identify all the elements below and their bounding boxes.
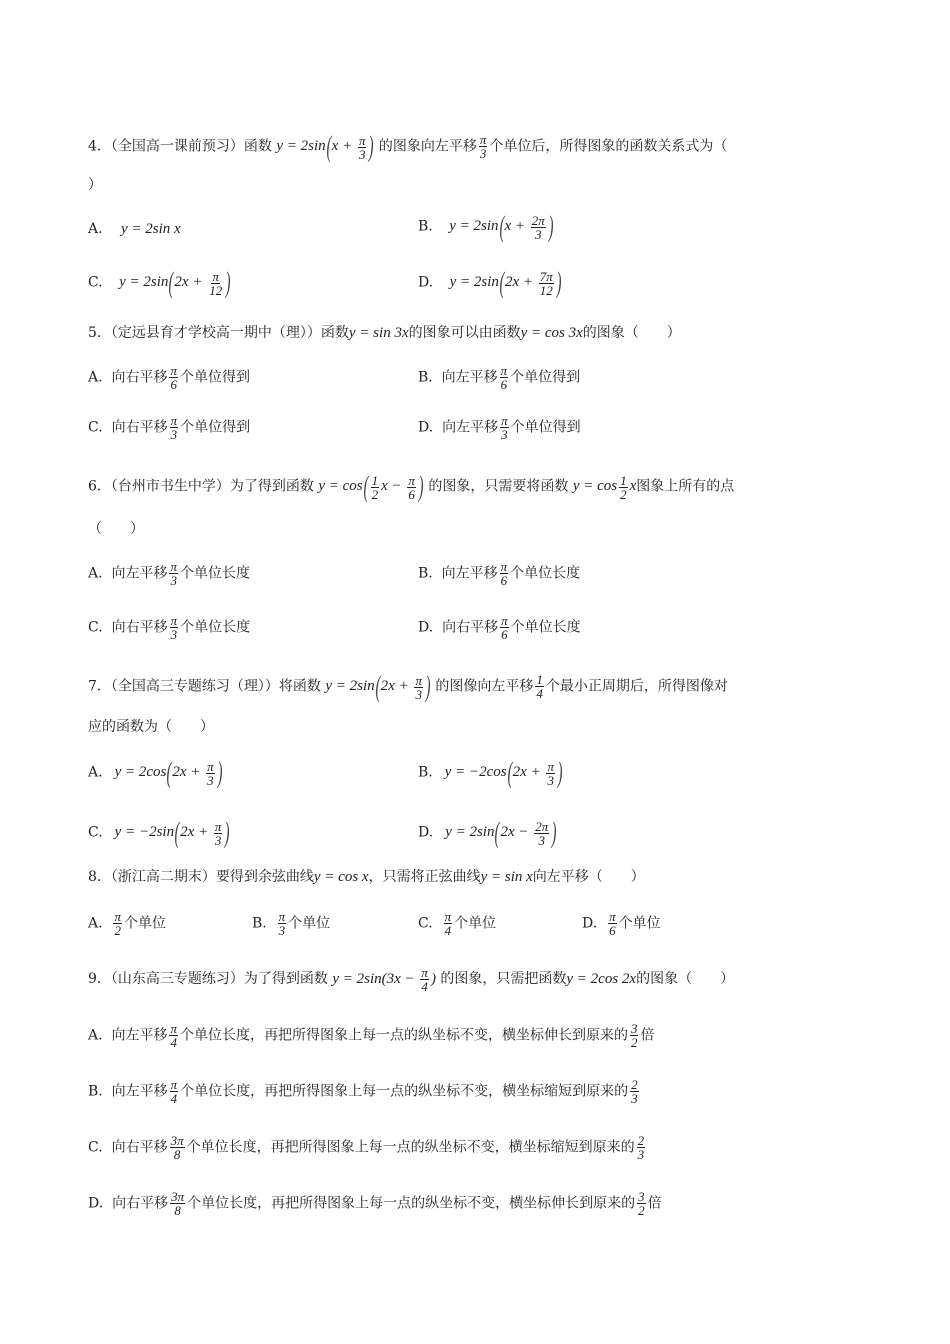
q5-f1: y = sin 3x	[348, 325, 409, 341]
q5-option-c-pre: 向右平移	[111, 419, 168, 436]
q9-option-a-post: 个单位长度，再把所得图象上每一点的纵坐标不变，横坐标伸长到原来的	[179, 1027, 628, 1044]
q7-option-b-formula: y = −2cos(2x + $\frac{\pi}{3}$ )	[444, 756, 563, 789]
q6-stem-line	[88, 472, 734, 502]
q7-option-a-formula: y = 2cos(2x + $\frac{\pi}{3}$ )	[114, 756, 223, 789]
q9-option-a-frac: $\frac{\pi}{4}$	[170, 1021, 177, 1050]
q4-option-b-label: B.	[418, 218, 433, 235]
q7-mid: 的图像向左平移	[435, 678, 534, 695]
q6-option-a[interactable]	[88, 560, 250, 587]
q5-option-a-frac: $\frac{\pi}{6}$	[170, 363, 177, 392]
q5-option-c-post: 个单位得到	[180, 419, 251, 436]
q9-option-c-frac2: $\frac{2}{3}$	[637, 1133, 645, 1162]
q7-option-c[interactable]	[88, 818, 230, 848]
q9-stem-line	[88, 966, 734, 993]
q7-option-c-formula: y = −2sin(2x + $\frac{\pi}{3}$ )	[114, 816, 230, 849]
q6-option-d-label: D.	[418, 619, 434, 636]
q4-option-d-formula: y = 2sin(2x + $\frac{7\pi}{12}$ )	[449, 266, 562, 299]
q9-option-b[interactable]	[88, 1078, 641, 1105]
q8-option-b-post: 个单位	[288, 915, 331, 932]
q5-option-b-pre: 向左平移	[441, 369, 498, 386]
q6-option-b-frac: $\frac{\pi}{6}$	[500, 559, 508, 588]
q6-option-b[interactable]	[418, 560, 580, 587]
q8-option-a-label: A.	[88, 915, 103, 932]
q5-stem: 5．（定远县育才学校高一期中（理））函数	[88, 325, 349, 341]
q8-option-d-label: D.	[582, 915, 598, 932]
q4-after2: 个单位后，所得图象的函数关系式为（	[489, 138, 728, 155]
q5-mid: 的图象可以由函数	[408, 325, 521, 341]
q9-tail: 的图象（ ）	[636, 970, 735, 987]
q9-option-b-frac: $\frac{\pi}{4}$	[170, 1077, 178, 1106]
q9-option-d-pre: 向右平移	[112, 1195, 169, 1212]
q9-mid: 的图象，只需把函数	[440, 970, 567, 987]
q5-option-d[interactable]	[418, 414, 581, 441]
q6-option-a-label: A.	[88, 565, 103, 582]
q6-option-b-label: B.	[418, 565, 433, 582]
q9-option-d-frac: $\frac{3\pi}{8}$	[171, 1189, 185, 1218]
q6-option-b-post: 个单位长度	[510, 565, 581, 582]
q6-option-c-frac: $\frac{\pi}{3}$	[170, 613, 178, 642]
q8-option-d-frac: $\frac{\pi}{6}$	[609, 909, 616, 938]
q9-option-a-frac2: $\frac{3}{2}$	[630, 1021, 638, 1050]
q6-option-d[interactable]	[418, 614, 581, 641]
q8-option-b[interactable]	[252, 910, 330, 937]
q8-f2: y = sin x	[480, 869, 533, 885]
q9-f2: y = 2cos 2x	[566, 970, 637, 987]
q6-option-c[interactable]	[88, 614, 250, 641]
q5-option-a-post: 个单位得到	[179, 369, 250, 386]
q9-option-c-frac: $\frac{3\pi}{8}$	[170, 1133, 184, 1162]
q6-f1: y = cos( $\frac{1}{2}$ x − $\frac{\pi}{6}$ )	[318, 470, 424, 503]
q9-option-d-frac2: $\frac{3}{2}$	[638, 1189, 645, 1218]
q9-option-d-label: D.	[88, 1195, 104, 1212]
q9-option-a-end: 倍	[640, 1027, 655, 1044]
q4-after: 的图象向左平移	[378, 138, 477, 155]
q4-option-d[interactable]	[418, 268, 562, 298]
q7-tail: 个最小正周期后，所得图像对	[545, 678, 728, 695]
q6-mid: 的图象，只需要将函数	[428, 478, 569, 495]
q8-stem-line	[88, 866, 645, 888]
q6-option-c-label: C.	[88, 619, 103, 636]
q6-option-c-post: 个单位长度	[180, 619, 251, 636]
q5-option-a-label: A.	[88, 369, 103, 386]
q6-option-d-post: 个单位长度	[510, 619, 581, 636]
q8-option-c-frac: $\frac{\pi}{4}$	[444, 909, 452, 938]
q9-option-b-pre: 向左平移	[111, 1083, 168, 1100]
q9-option-c-label: C.	[88, 1139, 103, 1156]
q5-option-c-label: C.	[88, 419, 103, 436]
q5-f2: y = cos 3x	[520, 325, 583, 341]
q9-option-a-label: A.	[88, 1027, 103, 1044]
q6-stem: 6．（台州市书生中学）为了得到函数	[88, 478, 314, 495]
q9-option-b-frac2: $\frac{2}{3}$	[631, 1077, 638, 1106]
q7-option-b[interactable]	[418, 758, 563, 788]
q6-option-a-post: 个单位长度	[179, 565, 250, 582]
q6-option-d-frac: $\frac{\pi}{6}$	[501, 613, 508, 642]
q9-option-c[interactable]	[88, 1134, 647, 1161]
q5-option-a[interactable]	[88, 364, 250, 391]
q9-option-b-label: B.	[88, 1083, 103, 1100]
q9-option-c-post: 个单位长度，再把所得图象上每一点的纵坐标不变，横坐标缩短到原来的	[186, 1139, 635, 1156]
q7-line2: 应的函数为（ ）	[88, 719, 214, 735]
q7-option-a[interactable]	[88, 758, 223, 788]
q4-close: ）	[88, 177, 102, 193]
q4-option-c-label: C.	[88, 274, 103, 291]
q9-option-d[interactable]	[88, 1190, 662, 1217]
q6-option-a-frac: $\frac{\pi}{3}$	[170, 559, 177, 588]
q9-stem: 9．（山东高三专题练习）为了得到函数	[88, 970, 328, 987]
q9-f1: y = 2sin(3x − $\frac{\pi}{4}$ )	[332, 965, 436, 994]
q5-option-d-label: D.	[418, 419, 434, 436]
q4-option-b[interactable]	[418, 212, 554, 242]
q7-option-d[interactable]	[418, 818, 557, 848]
q7-option-a-label: A.	[88, 764, 103, 781]
q7-stem: 7．（全国高三专题练习（理））将函数	[88, 678, 321, 695]
q5-option-a-pre: 向右平移	[111, 369, 168, 386]
q4-option-c[interactable]	[88, 268, 231, 298]
q5-option-b-frac: $\frac{\pi}{6}$	[500, 363, 508, 392]
q4-stem-line	[88, 132, 727, 162]
q7-option-d-formula: y = 2sin(2x − $\frac{2\pi}{3}$ )	[445, 816, 557, 849]
q4-option-c-formula: y = 2sin(2x + $\frac{\pi}{12}$ )	[119, 266, 231, 299]
q9-option-b-post: 个单位长度，再把所得图象上每一点的纵坐标不变，横坐标缩短到原来的	[180, 1083, 629, 1100]
q8-option-a-post: 个单位	[123, 915, 166, 932]
q8-tail: 向左平移（ ）	[532, 869, 645, 885]
q5-stem-line	[88, 322, 681, 344]
q8-option-b-frac: $\frac{\pi}{3}$	[278, 909, 286, 938]
q8-option-d-post: 个单位	[618, 915, 661, 932]
q6-f2: y = cos $\frac{1}{2}$ x	[572, 472, 637, 502]
q8-option-a-frac: $\frac{\pi}{2}$	[114, 909, 121, 938]
q6-option-a-pre: 向左平移	[111, 565, 168, 582]
q7-option-d-label: D.	[418, 824, 434, 841]
q8-option-c-label: C.	[418, 915, 433, 932]
q8-stem: 8．（浙江高二期末）要得到余弦曲线	[88, 869, 314, 885]
q6-tail: 图象上所有的点	[636, 478, 735, 495]
q7-stem-line	[88, 672, 728, 702]
q7-frac: $\frac{1}{4}$	[536, 671, 543, 701]
q9-option-a[interactable]	[88, 1022, 654, 1049]
q8-option-c-post: 个单位	[454, 915, 497, 932]
q6-option-d-pre: 向右平移	[442, 619, 499, 636]
q4-option-a[interactable]	[88, 218, 181, 240]
q6-option-b-pre: 向左平移	[441, 565, 498, 582]
q4-stem: 4．（全国高一课前预习）函数	[88, 138, 272, 155]
q8-mid: ，只需将正弦曲线	[368, 869, 481, 885]
q9-option-d-end: 倍	[647, 1195, 662, 1212]
q4-shift: $\frac{\pi}{3}$	[479, 131, 487, 161]
q8-option-a[interactable]	[88, 910, 166, 937]
q4-formula: y = 2sin(x + $\frac{\pi}{3}$ )	[276, 130, 374, 163]
q5-option-d-pre: 向左平移	[442, 419, 499, 436]
q5-option-d-frac: $\frac{\pi}{3}$	[501, 413, 508, 442]
q7-option-b-label: B.	[418, 764, 433, 781]
q4-option-d-label: D.	[418, 274, 434, 291]
q5-option-c-frac: $\frac{\pi}{3}$	[170, 413, 178, 442]
q7-option-c-label: C.	[88, 824, 103, 841]
q5-option-d-post: 个单位得到	[510, 419, 581, 436]
q4-option-a-formula: y = 2sin x	[121, 221, 181, 237]
q5-tail: 的图象（ ）	[582, 325, 681, 341]
q5-option-b-label: B.	[418, 369, 433, 386]
q6-close: （ ）	[88, 521, 144, 537]
q8-option-b-label: B.	[252, 915, 267, 932]
q8-option-d[interactable]	[582, 910, 661, 937]
q4-option-a-label: A.	[88, 221, 103, 237]
q5-option-b[interactable]	[418, 364, 580, 391]
q5-option-c[interactable]	[88, 414, 250, 441]
q7-f1: y = 2sin(2x + $\frac{\pi}{3}$ )	[325, 670, 431, 703]
q4-option-b-formula: y = 2sin(x + $\frac{2\pi}{3}$ )	[449, 210, 554, 243]
q9-option-d-post: 个单位长度，再把所得图象上每一点的纵坐标不变，横坐标伸长到原来的	[187, 1195, 636, 1212]
q9-option-a-pre: 向左平移	[111, 1027, 168, 1044]
q8-f1: y = cos x	[313, 869, 369, 885]
q8-option-c[interactable]	[418, 910, 496, 937]
q6-option-c-pre: 向右平移	[111, 619, 168, 636]
q5-option-b-post: 个单位得到	[510, 369, 581, 386]
q9-option-c-pre: 向右平移	[111, 1139, 168, 1156]
